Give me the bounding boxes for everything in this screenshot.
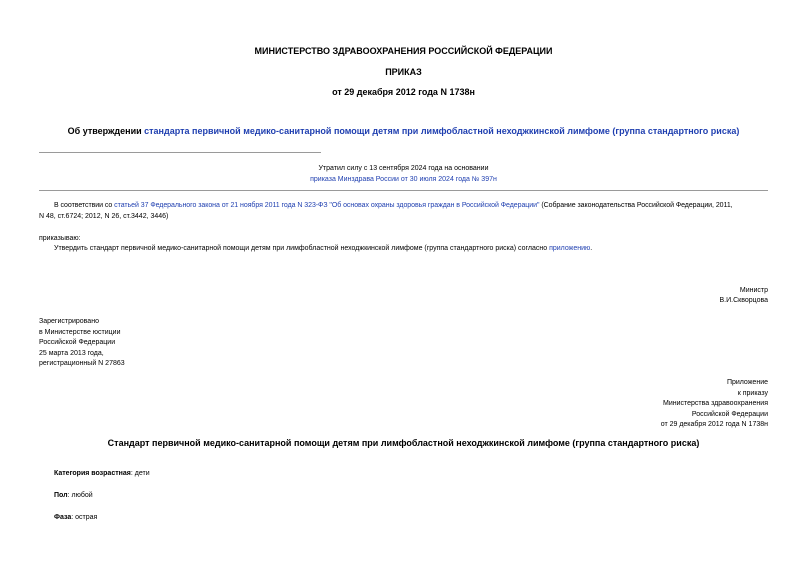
registration-line: в Министерстве юстиции (39, 328, 121, 336)
appendix-link[interactable]: приложению (549, 245, 591, 252)
field-label: Фаза (54, 514, 72, 521)
appendix-ref-line: Министерства здравоохранения (663, 400, 768, 407)
field-sex: Пол: любой (54, 492, 93, 499)
ministry-heading: МИНИСТЕРСТВО ЗДРАВООХРАНЕНИЯ РОССИЙСКОЙ ФЕДЕРАЦИИ (254, 46, 553, 56)
field-label: Пол (54, 492, 68, 499)
registration-block (39, 317, 125, 370)
field-value: острая (75, 514, 98, 521)
document-title (0, 126, 807, 136)
approve-paragraph (54, 244, 592, 255)
appendix-reference-block (661, 378, 768, 431)
repeal-order-link[interactable]: приказа Минздрава России от 30 июля 2024 года № 397н (310, 176, 497, 183)
appendix-ref-line: Российской Федерации (691, 410, 768, 418)
preamble-line-1 (54, 201, 770, 212)
appendix-ref-line: к приказу (737, 389, 768, 397)
field-age-category: Категория возрастная: дети (54, 470, 150, 477)
field-phase: Фаза: острая (54, 514, 98, 521)
prikazyvayu-text: приказываю: (39, 235, 81, 242)
approve-text: Утвердить стандарт первичной медико-санитарной помощи детям при лимфобластной неходжкинской лимфоме (группа стандартного риска) согласно (54, 245, 550, 252)
appendix-ref-line: Приложение (726, 379, 768, 386)
registration-line: Российской Федерации (39, 339, 116, 346)
registration-line: Зарегистрировано (39, 318, 99, 325)
registration-line: регистрационный N 27863 (39, 360, 125, 367)
field-value: любой (71, 492, 93, 499)
signature-name: В.И.Скворцова (719, 297, 768, 304)
title-link[interactable]: стандарта первичной медико-санитарной помощи детям при лимфобластной неходжкинской лимфоме (группа стандартного риска) (144, 126, 740, 136)
title-prefix: Об утверждении (67, 126, 145, 136)
signature-position: Министр (739, 287, 768, 294)
registration-line: 25 марта 2013 года, (39, 349, 104, 357)
preamble-end: (Собрание законодательства Российской Федерации, 2011, (539, 202, 733, 209)
status-note-line: Утратил силу с 13 сентября 2024 года на основании (318, 165, 489, 172)
field-value: дети (134, 470, 150, 477)
status-note-link-line (0, 175, 807, 186)
field-label: Категория возрастная (54, 470, 131, 477)
document-type: ПРИКАЗ (385, 67, 422, 77)
standard-title: Стандарт первичной медико-санитарной помощи детям при лимфобластной неходжкинской лимфоме (группа стандартного риска) (107, 438, 700, 448)
law-link[interactable]: статьей 37 Федерального закона от 21 ноября 2011 года N 323-ФЗ "Об основах охраны здоровья граждан в Российской Федерации" (114, 202, 540, 209)
approve-end: . (590, 245, 593, 252)
appendix-ref-line: от 29 декабря 2012 года N 1738н (660, 421, 768, 428)
divider-short (39, 152, 321, 153)
document-date-number: от 29 декабря 2012 года N 1738н (332, 87, 475, 97)
divider-long (39, 190, 768, 191)
preamble-start: В соответствии со (54, 202, 115, 209)
preamble-line-2: N 48, ст.6724; 2012, N 26, ст.3442, 3446) (39, 213, 169, 220)
